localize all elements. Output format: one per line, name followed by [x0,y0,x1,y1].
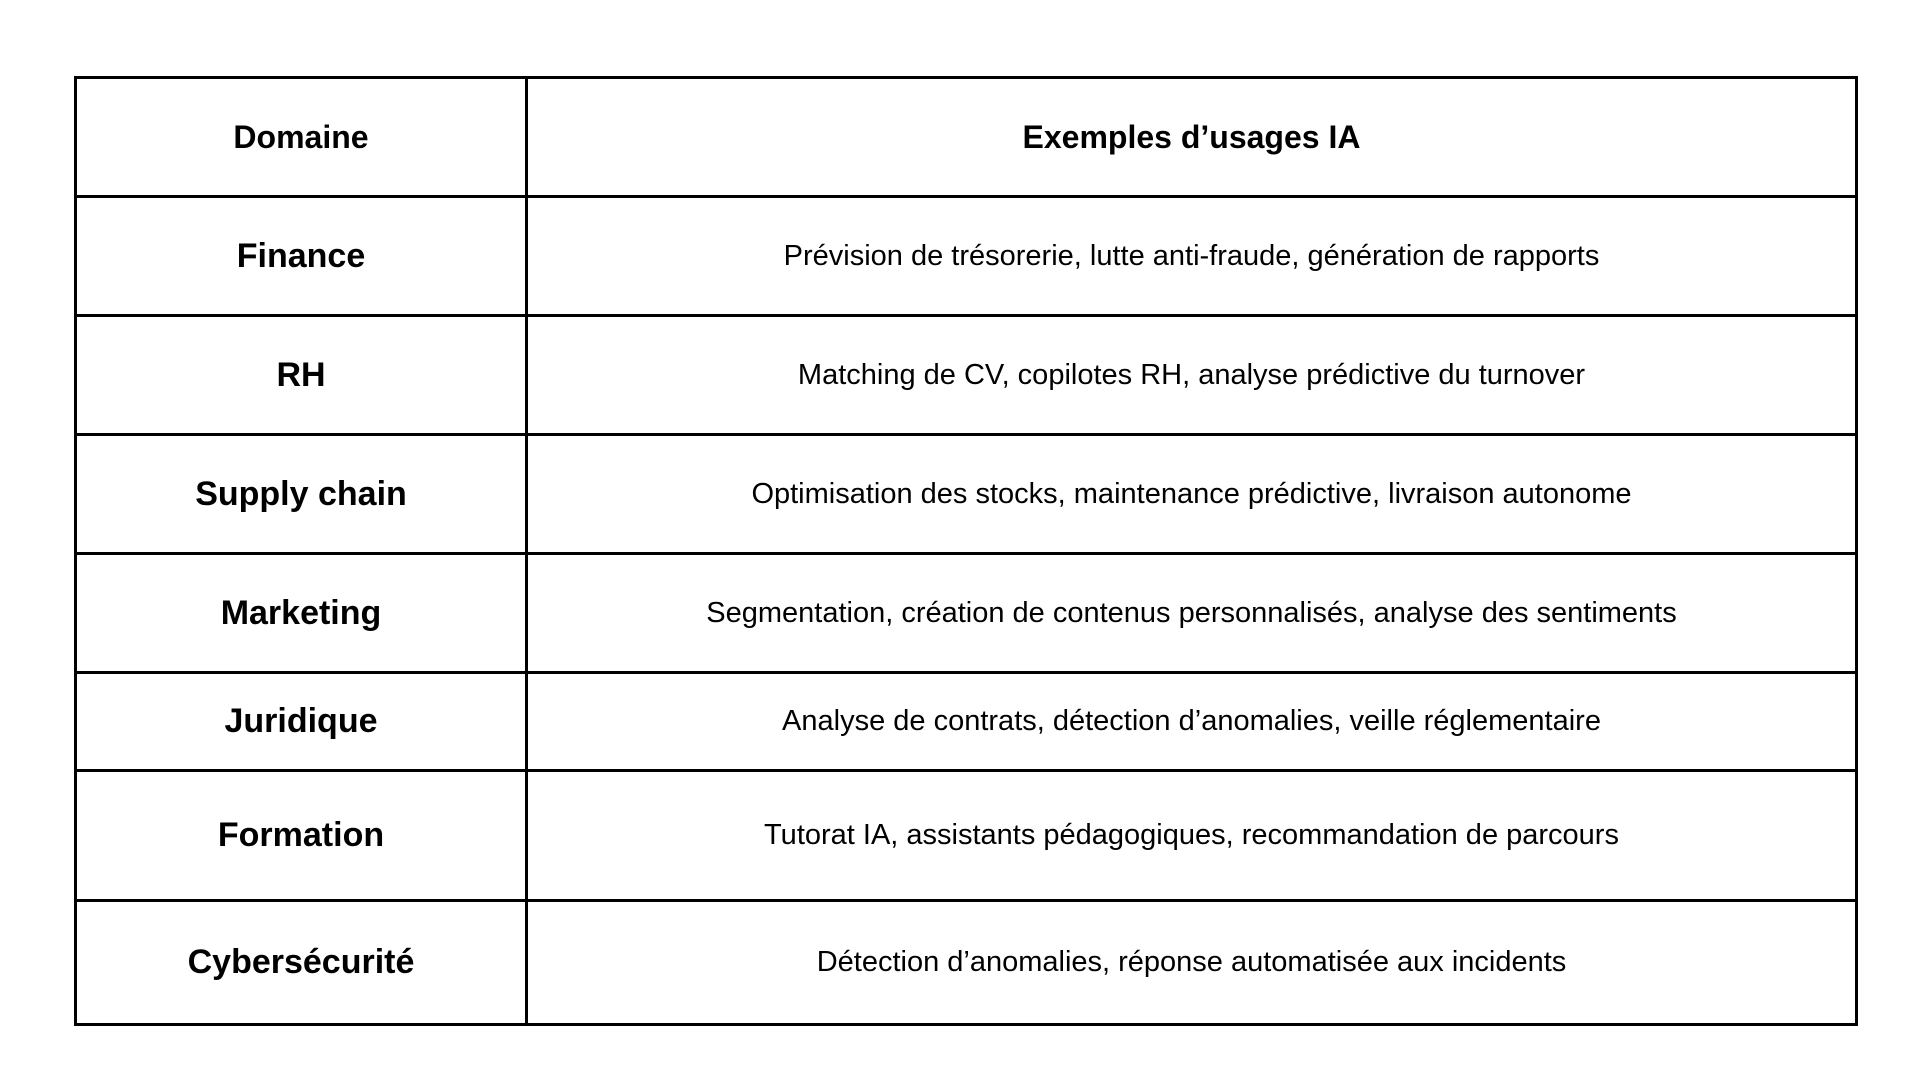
table-row [76,673,1857,771]
header-usages: Exemples d’usages IA [527,78,1857,197]
header-domain: Domaine [76,78,527,197]
table-row [76,316,1857,435]
table-row [76,901,1857,1025]
domain-cell: Formation [76,771,527,901]
domain-cell: Juridique [76,673,527,771]
table-row [76,771,1857,901]
domain-cell: Cybersécurité [76,901,527,1025]
ai-usage-table [74,76,1858,1026]
usage-cell: Segmentation, création de contenus personnalisés, analyse des sentiments [527,554,1857,673]
domain-cell: Finance [76,197,527,316]
ai-usage-table-container [74,76,1858,1026]
table-row [76,554,1857,673]
usage-cell: Analyse de contrats, détection d’anomalies, veille réglementaire [527,673,1857,771]
domain-cell: RH [76,316,527,435]
usage-cell: Prévision de trésorerie, lutte anti-fraude, génération de rapports [527,197,1857,316]
domain-cell: Supply chain [76,435,527,554]
table-header-row [76,78,1857,197]
table-row [76,435,1857,554]
usage-cell: Optimisation des stocks, maintenance prédictive, livraison autonome [527,435,1857,554]
table-row [76,197,1857,316]
usage-cell: Matching de CV, copilotes RH, analyse prédictive du turnover [527,316,1857,435]
usage-cell: Tutorat IA, assistants pédagogiques, recommandation de parcours [527,771,1857,901]
domain-cell: Marketing [76,554,527,673]
usage-cell: Détection d’anomalies, réponse automatisée aux incidents [527,901,1857,1025]
